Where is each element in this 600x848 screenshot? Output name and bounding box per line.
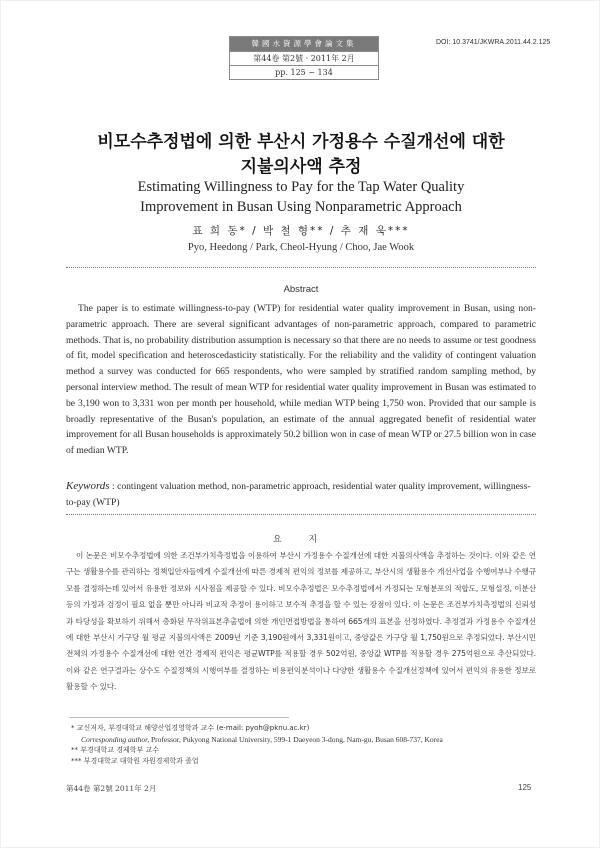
- footnote-second-author: ** 부경대학교 경제학부 교수: [71, 746, 160, 754]
- keywords-separator: :: [109, 481, 118, 492]
- journal-pages: pp. 125 ~ 134: [230, 65, 378, 79]
- title-korean-line2: 지불의사액 추정: [240, 157, 362, 177]
- page-footer-journal: 第44卷 第2號 2011年 2月: [66, 784, 157, 793]
- abstract-heading: Abstract: [283, 284, 319, 295]
- footnote-corresponding-en: [71, 734, 541, 745]
- journal-volume-issue: 第44卷 第2號 · 2011年 2月: [230, 51, 378, 65]
- title-english-line2: Improvement in Busan Using Nonparametric Approach: [140, 199, 462, 215]
- footnotes: [71, 723, 541, 767]
- corresponding-author-label: Corresponding author,: [81, 735, 150, 744]
- authors-korean: 표 희 동* / 박 철 형** / 추 재 욱***: [192, 225, 410, 237]
- title-english-line1: Estimating Willingness to Pay for the Tap Water Quality: [137, 179, 465, 195]
- dotted-divider: [66, 514, 536, 515]
- footnote-corresponding-ko: * 교신저자, 부경대학교 해양산업경영학과 교수 (e-mail: pyoh@pknu.ac.kr): [71, 724, 310, 732]
- journal-name: 韓國水資源學會論文集: [230, 37, 378, 51]
- footnote-rule: [69, 717, 289, 718]
- doi[interactable]: DOI: 10.3741/JKWRA.2011.44.2.125: [436, 39, 551, 46]
- page-number: 125: [518, 783, 532, 792]
- korean-abstract-body: 이 논문은 비모수추정법에 의한 조건부가치측정법을 이용하여 부산시 가정용수 수질개선에 대한 지불의사액을 추정하는 것이다. 이와 같은 연구는 생활용수를 관리하는 정책입안자들에게 수질개선에 따른 경제적 편익의 정보를 제공하고, 부산시의 생활용수 개선사업을 수행여부나 수행규모를 결정하는데 있어서 유용한 정보와 시사점을 제공할 수 있다. 비모수추정법은 모수추정법에서 가정되는 모형분포의 적합도, 모형설정, 이분산 등의 가정과 검정이 필요 없을 뿐만 아니라 비교적 추정이 용이하고 보수적 추정을 할 수 있는 장점이 있다. 이 논문은 조건부가치측정법의 신뢰성과 타당성을 확보하기 위해서 층화된 무작위표본추출법에 의한 개인면접방법을 통하여 665개의 표본을 선정하였다. 추정결과 가정용수 수질개선에 대한 부산시 가구당 월 평균 지불의사액은 2009년 기준 3,190원에서 3,331원이고, 중앙값은 가구당 월 1,750원으로 추정되었다. 부산시민 전체의 가정용수 수질개선에 대한 연간 경제적 편익은 평균WTP를 적용할 경우 502억원, 중앙값 WTP를 적용할 경우 275억원으로 추산되었다. 이와 같은 연구결과는 상수도 수질정책의 시행여부를 결정하는 비용편익분석이나 다양한 생활용수 수질개선정책에 있어서 편익의 유용한 정보로 활용할 수 있다.: [66, 551, 536, 692]
- authors-english: Pyo, Heedong / Park, Cheol-Hyung / Choo, Jae Wook: [187, 242, 415, 253]
- journal-info-box: [229, 36, 379, 80]
- dotted-divider: [66, 267, 536, 268]
- title-korean-line1: 비모수추정법에 의한 부산시 가정용수 수질개선에 대한: [97, 132, 505, 152]
- keywords: [66, 479, 536, 510]
- footnote-third-author: *** 부경대학교 대학원 자원경제학과 졸업: [71, 757, 199, 765]
- keywords-label: Keywords: [66, 480, 110, 492]
- corresponding-author-text: Professor, Pukyong National University, 599-1 Daeyeon 3-dong, Nam-gu, Busan 608-737, Korea: [149, 735, 443, 744]
- korean-abstract-heading: 요 지: [272, 535, 330, 545]
- keywords-text: contingent valuation method, non-parametric approach, residential water quality improvement, willingness-to-pay (WTP): [66, 481, 531, 508]
- abstract-body: The paper is to estimate willingness-to-pay (WTP) for residential water quality improvement in Busan, using non-parametric approach. There are several significant advantages of non-parametric approach, compared to parametric methods. That is, no probability distribution assumption is necessary so that there are no needs to assume or test goodness of fit, model specification and heteroscedasticity statistically. For the reliability and the validity of contingent valuation method a survey was conducted for 665 respondents, who were sampled by stratified random sampling method, by personal interview method. The result of mean WTP for residential water quality improvement in Busan was estimated to be 3,190 won to 3,331 won per month per household, while median WTP being 1,750 won. Provided that our sample is broadly representative of the Busan's population, an estimate of the annual aggregated benefit of residential water improvement for all Busan households is approximately 50.2 billion won in case of mean WTP or 27.5 billion won in case of median WTP.: [66, 303, 537, 457]
